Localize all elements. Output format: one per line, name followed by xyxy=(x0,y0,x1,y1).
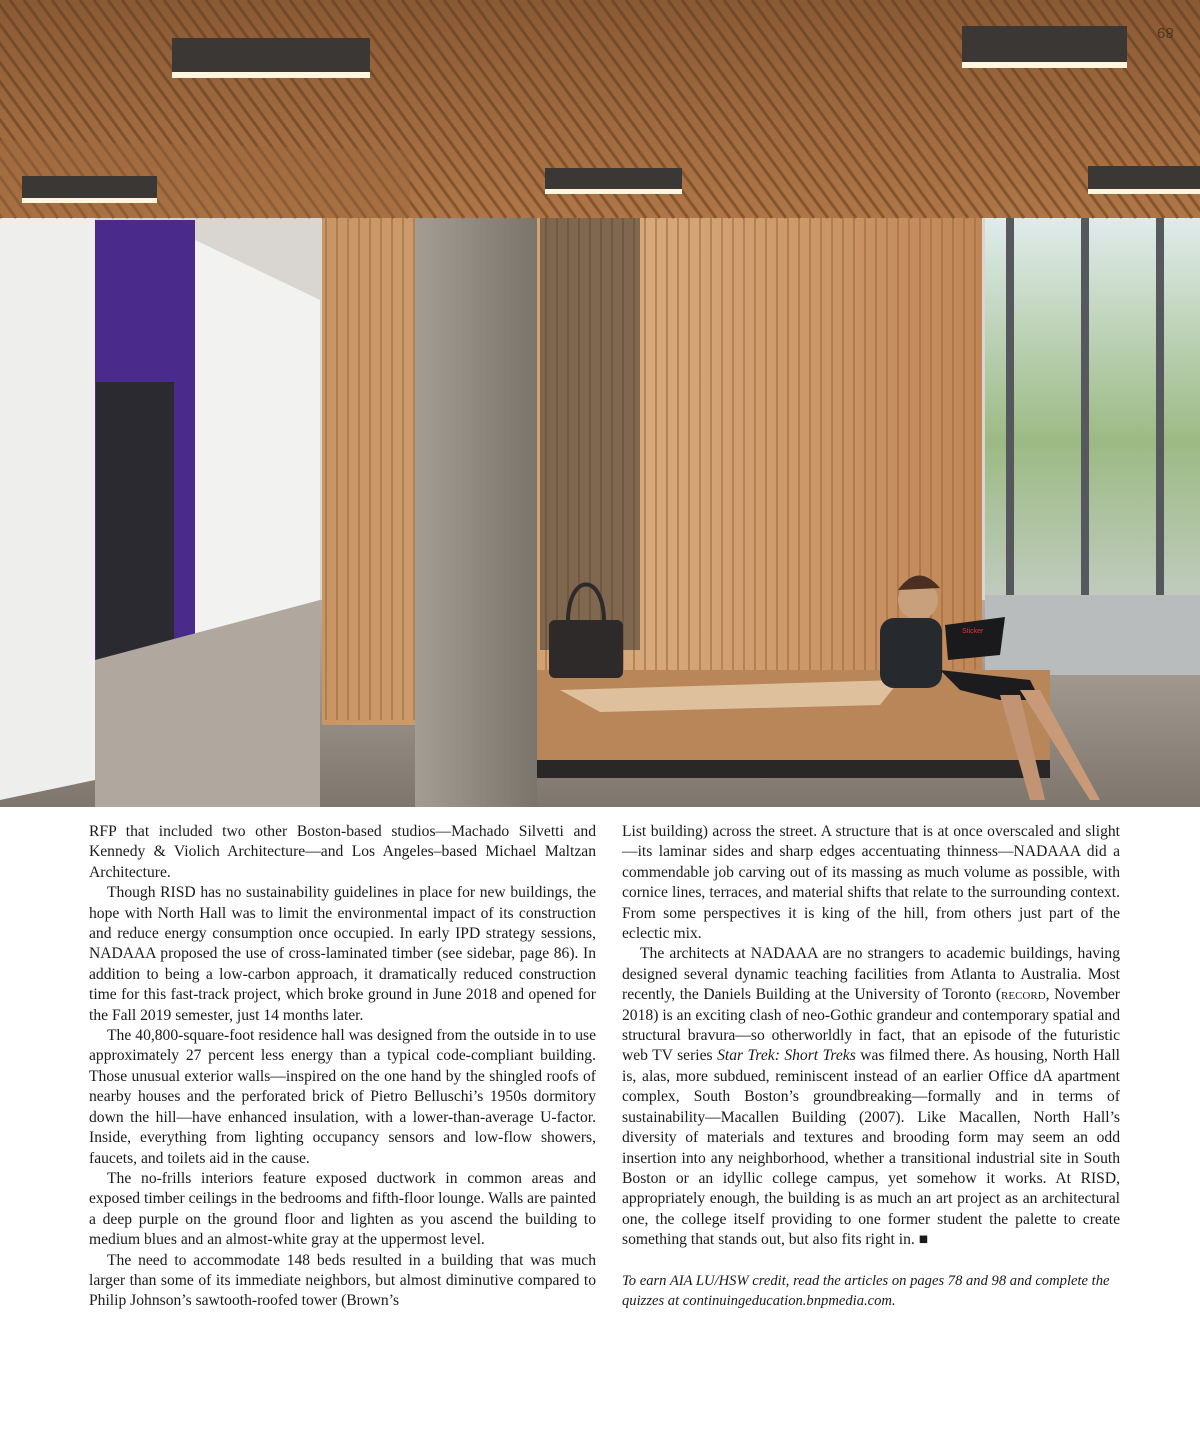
series-title: Star Trek: Short Treks xyxy=(717,1047,856,1065)
paragraph: The no-frills interiors feature exposed ductwork in common areas and exposed timber ceilings in the bedrooms and fifth-floor lounge. Walls are painted a deep purple on the ground floor and lighten as you ascend the building to medium blues and an almost-white gray at the uppermost level. xyxy=(89,1169,596,1249)
paragraph: RFP that included two other Boston-based studios—Machado Silvetti and Kennedy & Violich Architecture—and Los Angeles–based Michael Maltzan Architecture. xyxy=(89,823,596,881)
article-column-right xyxy=(622,822,1120,1311)
paragraph: The need to accommodate 148 beds resulted in a building that was much larger than some of its immediate neighbors, but almost diminutive compared to Philip Johnson’s sawtooth-roofed tower (Brown’s xyxy=(89,1251,596,1310)
paragraph: List building) across the street. A structure that is at once overscaled and slight—its laminar sides and sharp edges accentuating thinness—NADAAA did a commendable job carving out of its massing as much volume as possible, with cornice lines, terraces, and material shifts that relate to the surrounding context. From some perspectives it is king of the hill, from others just part of the eclectic mix. xyxy=(622,823,1120,943)
paragraph: Though RISD has no sustainability guidelines in place for new buildings, the hope with North Hall was to limit the environmental impact of its construction and reduce energy consumption once occupied. In early IPD strategy sessions, NADAAA proposed the use of cross-laminated timber (see sidebar, page 86). In addition to being a low-carbon approach, it dramatically reduced construction time for this fast-track project, which broke ground in June 2018 and opened for the Fall 2019 semester, just 14 months later. xyxy=(89,884,596,1024)
article-column-left xyxy=(89,822,596,1312)
paragraph: The architects at NADAAA are no strangers to academic buildings, having designed several dynamic teaching facilities from Atlanta to Australia. Most recently, the Daniels Building at the University of Toronto (record, November 2018) is an exciting clash of neo-Gothic grandeur and contemporary spatial and structural bravura—so otherworldly in fact, that an episode of the futuristic web TV series Star Trek: Short Treks was filmed there. As housing, North Hall is, alas, more subdued, reminiscent instead of an earlier Office dA apartment complex, South Boston’s groundbreaking—formally and in terms of sustainability—Macallen Building (2007). Like Macallen, North Hall’s diversity of materials and textures and brooding form may seem an odd insertion into any neighborhood, whether a transitional industrial site in South Boston or an idyllic college campus, yet somehow it works. At RISD, appropriately enough, the building is as much an art project as an architectural one, the college itself providing to one former student the palette to create something that stands out, but also fits right in. ■ xyxy=(622,945,1121,1249)
corridor-door xyxy=(96,382,174,672)
handbag xyxy=(549,620,623,678)
paragraph: The 40,800-square-foot residence hall was designed from the outside in to use approximately 27 percent less energy than a typical code-compliant building. Those unusual exterior walls—inspired on the one hand by the shingled roofs of nearby houses and the perforated brick of Pietro Belluschi’s 1950s dormitory down the hill—have enhanced insulation, with a lower-than-average U-factor. Inside, everything from lighting occupancy sensors and low-flow showers, faucets, and toilets aid in the cause. xyxy=(89,1027,596,1167)
page-number: 89 xyxy=(1157,24,1174,41)
ce-credit-note: To earn AIA LU/HSW credit, read the articles on pages 78 and 98 and complete the quizzes at continuingeducation.bnpmedia.com. xyxy=(622,1272,1110,1309)
windows xyxy=(985,205,1200,635)
laptop-sticker: Sticker xyxy=(962,628,984,635)
magazine-name: record xyxy=(1001,986,1046,1004)
